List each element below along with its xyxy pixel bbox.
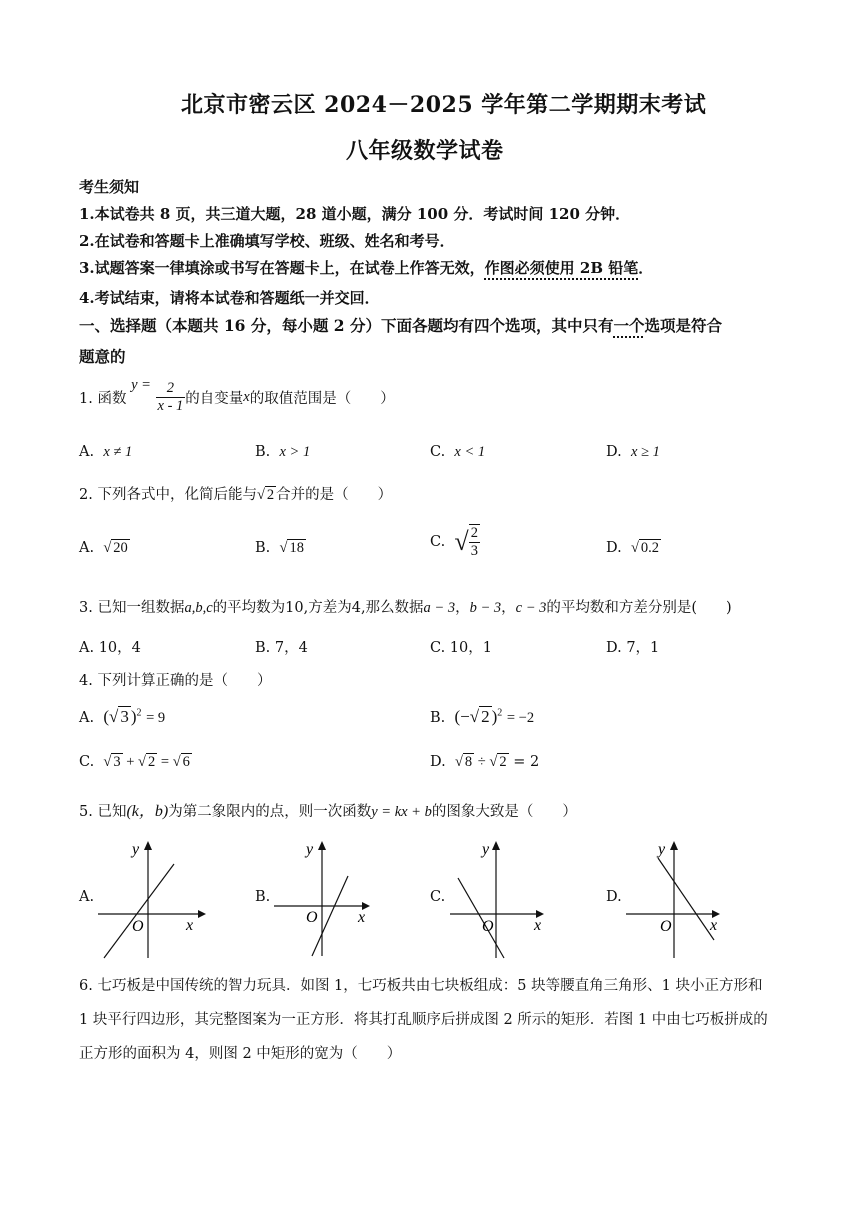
option-label: D. — [606, 540, 622, 556]
radicand: 8 — [464, 754, 473, 770]
q3-option-a[interactable]: A. 10，4 — [79, 640, 141, 656]
notice-item-3-text: 3.试题答案一律填涂或书写在答题卡上，在试卷上作答无效， — [79, 259, 485, 277]
option-label: D. — [606, 444, 622, 460]
radicand: 18 — [289, 540, 304, 556]
q1-option-b[interactable] — [255, 444, 310, 461]
q5-option-a-label[interactable]: A. — [79, 889, 95, 905]
notice-item-2: 2.在试卷和答题卡上准确填写学校、班级、姓名和考号． — [79, 232, 455, 250]
q3-data-3: c − 3 — [515, 600, 547, 616]
question-3 — [79, 596, 732, 617]
q3-text-b: 的平均数为 — [212, 600, 286, 616]
radicand: 3 — [113, 754, 121, 770]
axis-y-label: y — [658, 841, 666, 858]
q1-option-d[interactable] — [606, 444, 660, 461]
option-value: x ≠ 1 — [103, 444, 133, 460]
q4-option-a[interactable] — [79, 707, 165, 727]
q3-text-a: 3. 已知一组数据 — [79, 600, 185, 616]
option-value: √ 0.2 — [630, 540, 660, 556]
q5-point: (k，b) — [126, 803, 169, 820]
notice-item-1: 1.本试卷共 8 页，共三道大题，28 道小题，满分 100 分．考试时间 120 分钟． — [79, 205, 631, 223]
q1-suffix-a: 的自变量 — [185, 391, 244, 407]
q3-vars: a,b,c — [184, 600, 213, 616]
radicand: 2 — [148, 754, 156, 770]
q1-var: x — [243, 389, 250, 405]
q3-option-c[interactable]: C. 10，1 — [430, 640, 492, 656]
option-value: √ 18 — [279, 540, 304, 556]
q1-suffix-b: 的取值范围是（ ） — [249, 391, 395, 407]
option-value: √ 8 ÷ √ 2 — [454, 754, 507, 770]
q3-text-d: ,那么数据 — [360, 600, 424, 616]
radicand: 2 — [499, 754, 507, 770]
option-label: A. — [79, 710, 95, 726]
q5-text-b: 为第二象限内的点，则一次函数 — [168, 804, 372, 820]
axis-x-label: x — [534, 917, 542, 934]
origin-label: O — [660, 918, 672, 935]
option-value: (√ 3 )$^2$ — [103, 707, 142, 726]
option-value: √ 3 + √ 2 = √ 6 — [103, 754, 190, 770]
option-value: (−√ 2 )$^2$ — [454, 707, 503, 726]
q5-option-d-label[interactable]: D. — [606, 889, 622, 905]
option-result: = −2 — [506, 710, 535, 726]
notice-item-3-emphasis: 作图必须使用 2B 铅笔 — [484, 259, 639, 277]
question-6-line-3: 正方形的面积为 4，则图 2 中矩形的宽为（ ） — [79, 1046, 402, 1062]
axis-y-label: y — [482, 841, 490, 858]
option-label: D. — [430, 754, 446, 770]
option-label: C. — [430, 444, 446, 460]
radicand: 20 — [113, 540, 128, 556]
origin-label: O — [132, 918, 144, 935]
section-1-text-a: 一、选择题（本题共 16 分，每小题 2 分）下面各题均有四个选项，其中只有 — [79, 316, 614, 335]
q1-option-a[interactable] — [79, 444, 132, 461]
q5-graph-c[interactable] — [448, 838, 558, 963]
question-6-line-2: 1 块平行四边形，其完整图案为一正方形．将其打乱顺序后拼成图 2 所示的矩形．若图 1 中由七巧板拼成的 — [79, 1012, 768, 1028]
notice-label: 考生须知 — [79, 178, 140, 196]
q3-sep-1: ， — [455, 600, 470, 616]
q1-denominator: x - 1 — [157, 398, 184, 414]
axis-x-label: x — [186, 917, 194, 934]
q3-mean: 10 — [285, 600, 304, 616]
section-1-header-line2: 题意的 — [79, 347, 126, 366]
radicand: 6 — [182, 754, 190, 770]
q3-option-d[interactable]: D. 7，1 — [606, 640, 660, 656]
section-1-text-b: 选项是符合 — [644, 316, 722, 335]
q2-option-b[interactable] — [255, 540, 306, 557]
fraction-numerator: 2 — [470, 525, 478, 541]
section-1-header — [79, 314, 722, 336]
question-6-line-1: 6. 七巧板是中国传统的智力玩具．如图 1，七巧板共由七块板组成：5 块等腰直角三角形、1 块小正方形和 — [79, 978, 763, 994]
q5-point-coords: k，b — [131, 803, 163, 820]
q2-option-d[interactable] — [606, 540, 661, 557]
exam-title: 北京市密云区 2024－2025 学年第二学期期末考试 — [181, 92, 707, 118]
q5-graph-b[interactable] — [272, 838, 382, 963]
question-4: 4. 下列计算正确的是（ ） — [79, 673, 272, 689]
q1-prefix: 1. 函数 — [79, 391, 127, 407]
option-value: x ≥ 1 — [630, 444, 660, 460]
q3-text-c: ,方差为 — [303, 600, 352, 616]
origin-label: O — [482, 918, 494, 935]
option-label: B. — [430, 710, 446, 726]
q1-option-c[interactable] — [430, 444, 485, 461]
question-1 — [79, 377, 395, 415]
q5-function: y = kx + b — [371, 804, 432, 820]
q4-option-d[interactable] — [430, 754, 539, 771]
q5-option-c-label[interactable]: C. — [430, 889, 446, 905]
q2-option-a[interactable] — [79, 540, 130, 557]
option-label: C. — [430, 534, 446, 550]
option-value: √ 20 — [103, 540, 128, 556]
q1-numerator: 2 — [156, 380, 186, 398]
q2-radicand: 2 — [266, 487, 275, 503]
radicand: 3 — [120, 707, 129, 726]
q3-variance: 4 — [351, 600, 361, 616]
option-result: = 9 — [146, 710, 166, 726]
option-result: = 2 — [513, 754, 540, 770]
option-value: x < 1 — [454, 444, 486, 460]
q1-lhs: y = — [131, 377, 151, 393]
q1-fraction — [156, 380, 186, 415]
q3-sep-2: ， — [501, 600, 516, 616]
q3-data-2: b − 3 — [469, 600, 502, 616]
q4-option-c[interactable] — [79, 754, 192, 771]
option-label: C. — [79, 754, 95, 770]
q2-suffix: 合并的是（ ） — [276, 487, 393, 503]
q5-text-a: 5. 已知 — [79, 804, 127, 820]
option-label: A. — [79, 540, 95, 556]
radicand: 2 — [481, 707, 490, 726]
q5-graph-a[interactable] — [98, 838, 208, 963]
option-label: B. — [255, 444, 271, 460]
axis-x-label: x — [710, 917, 718, 934]
option-label: A. — [79, 444, 95, 460]
radicand: 0.2 — [640, 540, 660, 556]
exam-subtitle: 八年级数学试卷 — [346, 138, 504, 164]
option-label: B. — [255, 540, 271, 556]
section-1-emphasis: 一个 — [613, 316, 645, 335]
fraction-denominator: 3 — [470, 543, 478, 559]
option-value: x > 1 — [279, 444, 311, 460]
q2-prefix: 2. 下列各式中，化简后能与 — [79, 487, 257, 503]
q5-option-b-label[interactable]: B. — [255, 889, 271, 905]
q3-option-b[interactable]: B. 7，4 — [255, 640, 308, 656]
notice-item-4: 4.考试结束，请将本试卷和答题纸一并交回． — [79, 289, 380, 307]
option-value: √ — [454, 527, 469, 556]
question-5 — [79, 798, 577, 821]
question-2 — [79, 483, 392, 504]
notice-item-3-end: ． — [638, 259, 654, 277]
q2-radical: √ 2 — [256, 487, 275, 503]
axis-x-label: x — [358, 909, 366, 926]
notice-item-3 — [79, 257, 653, 278]
q2-option-c[interactable] — [430, 524, 480, 560]
q5-graph-d[interactable] — [624, 838, 734, 963]
q5-text-c: 的图象大致是（ ） — [431, 804, 577, 820]
axis-y-label: y — [306, 841, 314, 858]
option-fraction — [469, 524, 480, 560]
q4-option-b[interactable] — [430, 707, 534, 727]
axis-y-label: y — [132, 841, 140, 858]
origin-label: O — [306, 909, 318, 926]
q3-data-1: a − 3 — [423, 600, 456, 616]
q3-text-e: 的平均数和方差分别是( ) — [546, 600, 732, 616]
